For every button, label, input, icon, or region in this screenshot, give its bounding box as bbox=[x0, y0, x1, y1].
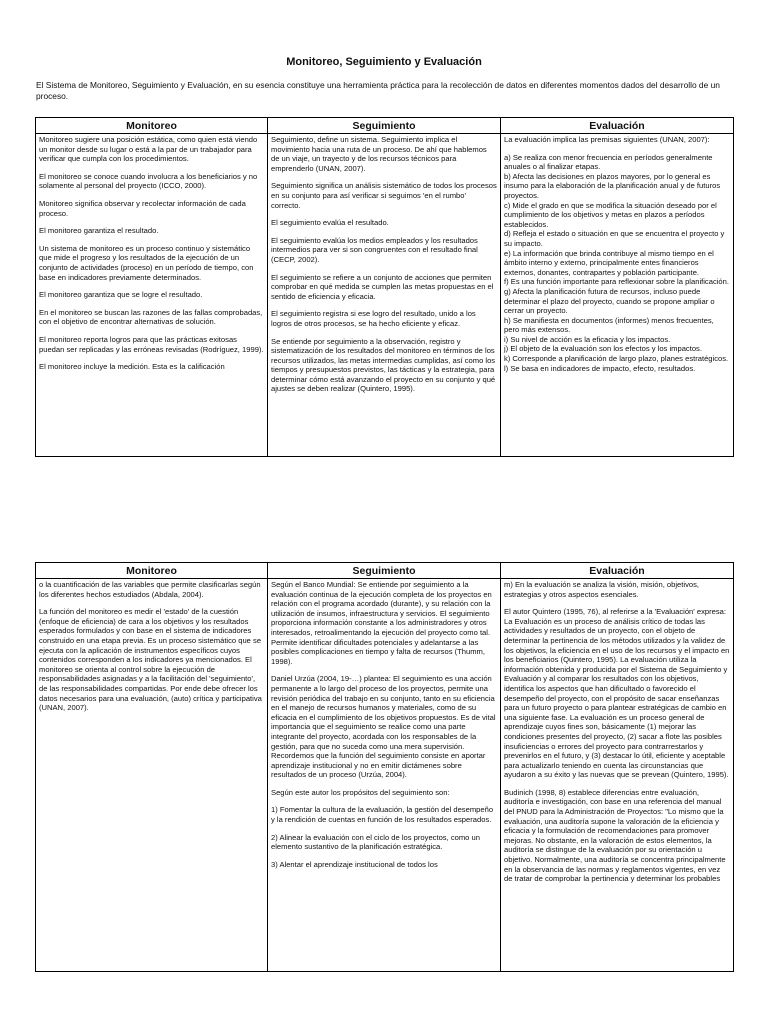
list-item: h) Se manifiesta en documentos (informes) menos frecuentes, pero más extensos. bbox=[504, 315, 714, 335]
list-item: b) Afecta las decisiones en plazos mayores, por lo general es insumo para la elaboración de la planificación anual y de futuros proyectos. bbox=[504, 171, 721, 200]
paragraph: El seguimiento evalúa los medios empleados y los resultados intermedios para ver si son congruentes con el resultado final (CECP, 2002). bbox=[271, 235, 478, 264]
paragraph: 2) Alinear la evaluación con el ciclo de los proyectos, como un elemento sustantivo de la planificación estratégica. bbox=[271, 832, 480, 852]
paragraph: El monitoreo incluye la medición. Esta es la calificación bbox=[39, 362, 225, 372]
paragraph: 3) Alentar el aprendizaje institucional de todos los bbox=[271, 859, 438, 869]
evaluacion-cell bbox=[501, 579, 734, 972]
paragraph: o la cuantificación de las variables que permite clasificarlas según los diferentes hechos estudiados (Abdala, 2004). bbox=[39, 580, 261, 599]
list-item: e) La información que brinda contribuye al mismo tiempo en el ámbito interno y externo, principalmente entes financieros externos, donantes, contrapartes y población participante. bbox=[504, 248, 714, 277]
paragraph: El monitoreo garantiza que se logre el resultado. bbox=[39, 290, 203, 300]
column-header-seguimiento: Seguimiento bbox=[268, 563, 501, 579]
table-header-row bbox=[36, 563, 734, 579]
list-item: c) Mide el grado en que se modifica la situación deseado por el cumplimiento de los objetivos y metas en plazos a períodos establecidos. bbox=[504, 200, 717, 229]
table-row bbox=[36, 579, 734, 972]
paragraph: El monitoreo reporta logros para que las prácticas exitosas puedan ser replicadas y las erróneas revisadas (Rodríguez, 1999). bbox=[39, 334, 264, 354]
monitoreo-cell bbox=[36, 134, 268, 457]
column-header-seguimiento: Seguimiento bbox=[268, 118, 501, 134]
paragraph: El seguimiento se refiere a un conjunto de acciones que permiten comprobar en qué medida se cumplen las metas propuestas en el sentido de eficiencia y eficacia. bbox=[271, 272, 494, 301]
paragraph: En el monitoreo se buscan las razones de las fallas comprobadas, con el objetivo de encontrar alternativas de solución. bbox=[39, 307, 263, 327]
column-header-evaluacion: Evaluación bbox=[501, 118, 734, 134]
paragraph: El monitoreo se conoce cuando involucra a los beneficiarios y no solamente al personal del proyecto (ICCO, 2000). bbox=[39, 171, 258, 191]
table-row bbox=[36, 134, 734, 457]
paragraph: Seguimiento, define un sistema. Seguimiento implica el movimiento hacia una ruta de un proceso. De ahí que hablemos de un viaje, un trayecto y de los recursos técnicos para emprenderlo (UNAN, 2007). bbox=[271, 135, 487, 173]
column-header-monitoreo: Monitoreo bbox=[36, 563, 268, 579]
paragraph: Monitoreo significa observar y recolectar información de cada proceso. bbox=[39, 198, 246, 218]
paragraph: Daniel Urzúa (2004, 19-…) plantea: El seguimiento es una acción permanente a lo largo del proceso de los proyectos, permite una revisión periódica del trabajo en su conjunto, tanto en su eficiencia en el manejo de recursos humanos y materiales, como de su eficacia en el cumplimiento de los objetivos propuestos. Es de vital importancia que el seguimiento se realice como una parte integrante del proyecto, acordada con los responsables de la gestión, para que no suceda como una mera supervisión. Recordemos que la función del seguimiento consiste en aportar aprendizaje institucional y no en emitir dictámenes sobre resultados de un proceso (Urzúa, 2004). bbox=[271, 674, 496, 780]
list-item: j) El objeto de la evaluación son los efectos y los impactos. bbox=[504, 344, 702, 354]
monitoreo-cell bbox=[36, 579, 268, 972]
paragraph: Un sistema de monitoreo es un proceso continuo y sistemático que mide el progreso y los resultados de la ejecución de un conjunto de actividades (proceso) en un período de tiempo, con base en indicadores previamente determinados. bbox=[39, 243, 254, 282]
column-header-evaluacion: Evaluación bbox=[501, 563, 734, 579]
evaluacion-cell bbox=[501, 134, 734, 457]
paragraph: m) En la evaluación se analiza la visión, misión, objetivos, estrategias y otros aspectos esenciales. bbox=[504, 580, 700, 599]
paragraph: 1) Fomentar la cultura de la evaluación, la gestión del desempeño y la rendición de cuentas en función de los resultados esperados. bbox=[271, 805, 494, 825]
intro-paragraph: El Sistema de Monitoreo, Seguimiento y Evaluación, en su esencia constituye una herramienta práctica para la recolección de datos en diferentes momentos dados del desarrollo de un proceso. bbox=[36, 80, 720, 101]
page-title: Monitoreo, Seguimiento y Evaluación bbox=[286, 56, 482, 68]
paragraph: Monitoreo sugiere una posición estática, como quien está viendo un monitor desde su lugar o está a la par de un trabajador para verificar que cumpla con los procedimientos. bbox=[39, 135, 258, 164]
seguimiento-cell bbox=[268, 134, 501, 457]
paragraph: El seguimiento registra si ese logro del resultado, unido a los logros de otros procesos, se ha hecho eficiente y eficaz. bbox=[271, 309, 476, 328]
paragraph: Según el Banco Mundial: Se entiende por seguimiento a la evaluación continua de la ejecución completa de los proyectos en relación con el programa acordado (durante), y su relación con la utilización de insumos, infraestructura y servicios. El seguimiento proporciona información constante a los administradores y otros interesados, retroalimentando la ejecución del proyecto como tal. Permite identificar dificultades potenciales y adelantarse a las posibles complicaciones en tiempo y falta de recursos (Thumm, 1998). bbox=[271, 580, 492, 666]
paragraph: Seguimiento significa un análisis sistemático de todos los procesos en su conjunto para así verificar si seguimos 'en el rumbo' correcto. bbox=[271, 181, 497, 210]
comparison-table-2 bbox=[35, 562, 734, 972]
list-item: d) Refleja el estado o situación en que se encuentra el proyecto y su impacto. bbox=[504, 229, 725, 248]
list-item: l) Se basa en indicadores de impacto, efecto, resultados. bbox=[504, 363, 696, 373]
paragraph: La evaluación implica las premisas siguientes (UNAN, 2007): bbox=[504, 135, 710, 144]
paragraph: La función del monitoreo es medir el 'estado' de la cuestión (enfoque de eficiencia) de cara a los objetivos y los resultados esperados formulados y con base en el sistema de indicadores construido en una etapa previa. Es un proceso sistemático que se ejecuta con la aplicación de instrumentos específicos cuyos contenidos corresponden a los indicadores ya mencionados. El monitoreo se orienta al control sobre la ejecución de responsabilidades asignadas y a la facilitación del 'seguimiento', de las responsabilidades compartidas. Por ende debe ofrecer los datos necesarios para una evaluación, (auto) crítica y participativa (UNAN, 2007). bbox=[39, 607, 262, 713]
list-item: g) Afecta la planificación futura de recursos, incluso puede determinar el plazo del proyecto, cuando se propone ampliar o cerrar un proyecto. bbox=[504, 286, 715, 316]
paragraph: El seguimiento evalúa el resultado. bbox=[271, 218, 389, 228]
comparison-table-1 bbox=[35, 117, 734, 457]
list-item: k) Corresponde a planificación de largo plazo, planes estratégicos. bbox=[504, 354, 729, 364]
paragraph: Budinich (1998, 8) establece diferencias entre evaluación, auditoría e investigación, con base en una referencia del manual del PNUD para la Administración de Proyectos: "Lo mismo que la evaluación, una auditoría supone la valoración de la eficiencia y eficacia y la formulación de recomendaciones para promover mejoras. No obstante, en la valoración de estos elementos, la auditoría se distingue de la evaluación por su orientación u objetivo. Normalmente, una auditoría se concentra principalmente en la observancia de las normas y reglamentos vigentes, en vez de tratar de comprobar la pertinencia y determinar los probables bbox=[504, 787, 726, 884]
paragraph: Según este autor los propósitos del seguimiento son: bbox=[271, 787, 450, 797]
paragraph: El monitoreo garantiza el resultado. bbox=[39, 226, 159, 236]
seguimiento-cell bbox=[268, 579, 501, 972]
paragraph: El autor Quintero (1995, 76), al referirse a la 'Evaluación' expresa: La Evaluación es un proceso de análisis crítico de todas las actividades y resultados de un proyecto, con el objeto de determinar la pertinencia de los métodos utilizados y la validez de los objetivos, la eficiencia en el uso de los recursos y el impacto en los beneficiarios (Quintero, 1995). La evaluación utiliza la información obtenida y producida por el Sistema de Seguimiento y Evaluación y al comparar los resultados con los objetivos, identifica los aspectos que han dificultado o favorecido el desempeño del proyecto, con el propósito de sacar enseñanzas para un futuro proyecto o para plantear estratégicas de cambio en una siguiente fase. La evaluación es un proceso general de aprendizaje cuyos fines son, básicamente (1) mejorar las condiciones presentes del proyecto, (2) sacar a flote las posibles insuficiencias o errores del proyecto para contrarrestarlos y prevenirlos en el futuro, y (3) destacar lo útil, eficiente y aceptable para actualizarlo teniendo en cuenta las circunstancias que ayudaron a su éxito y las nuevas que se prevean (Quintero, 1995). bbox=[504, 607, 730, 780]
list-item: f) Es una función importante para reflexionar sobre la planificación. bbox=[504, 277, 729, 287]
list-item: a) Se realiza con menor frecuencia en períodos generalmente anuales o al finalizar etapas. bbox=[504, 152, 713, 172]
list-item: i) Su nivel de acción es la eficacia y los impactos. bbox=[504, 334, 671, 344]
column-header-monitoreo: Monitoreo bbox=[36, 118, 268, 134]
table-header-row bbox=[36, 118, 734, 134]
paragraph: Se entiende por seguimiento a la observación, registro y sistematización de los resultados del monitoreo en términos de los recursos utilizados, las metas intermedias cumplidas, así como los tiempos y presupuestos previstos, las tácticas y la estrategia, para determinar cómo está avanzando el proyecto en su conjunto y qué ajustes se deben realizar (Quintero, 1995). bbox=[271, 336, 496, 394]
